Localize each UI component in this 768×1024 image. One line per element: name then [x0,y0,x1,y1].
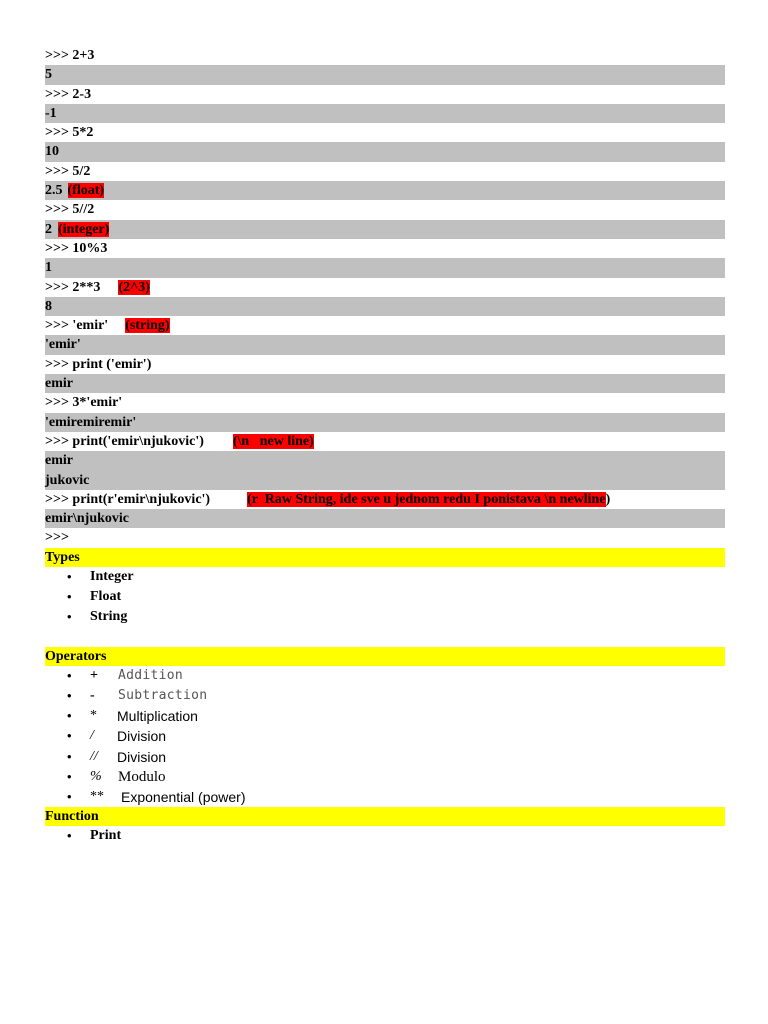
operator-description: Addition [118,667,184,683]
prompt-line [45,490,725,509]
list-item [45,726,725,746]
list-item [45,706,725,726]
list-item [45,567,725,587]
bullet-icon: • [67,569,72,585]
prompt-line: >>> [45,530,69,546]
list-item [45,747,725,767]
types-list [45,567,725,628]
prompt-line: >>> 2-3 [45,86,92,102]
type-label: Integer [90,569,134,585]
output-line: 1 [45,258,725,277]
bullet-icon: • [67,708,72,724]
type-label: Float [90,589,122,605]
annotation-highlight: (\n new line) [232,433,314,449]
annotation-highlight: (string) [125,318,170,334]
bullet-icon: • [67,667,72,683]
operator-description: Modulo [118,768,166,785]
bullet-icon: • [67,789,72,804]
list-item [45,666,725,686]
prompt-text: >>> print(r'emir\njukovic') [45,491,211,507]
operator-symbol: + [90,667,98,683]
output-line [45,181,725,200]
list-item [45,587,725,607]
operator-description: Division [117,748,167,765]
output-line: emir\njukovic [45,509,725,528]
output-line: jukovic [45,471,725,490]
function-list [45,826,725,846]
output-line: 10 [45,142,725,161]
operator-symbol: // [90,748,98,764]
output-line: emir [45,451,725,470]
prompt-line [45,432,725,451]
output-line: 'emiremiremir' [45,413,725,432]
output-text: 2 [45,221,52,237]
operator-symbol: / [90,728,94,744]
operator-symbol: % [90,768,102,784]
output-line: 8 [45,297,725,316]
annotation-highlight: (integer) [58,221,110,237]
prompt-line: >>> 2+3 [45,48,95,63]
function-heading: Function [45,807,725,826]
output-line: emir [45,374,725,393]
bullet-icon: • [67,728,72,744]
output-line: -1 [45,104,725,123]
bullet-icon: • [67,748,72,764]
prompt-line [45,316,725,335]
bullet-icon: • [67,828,72,844]
function-label: Print [90,828,122,844]
operator-symbol: - [90,688,95,704]
bullet-icon: • [67,609,72,625]
types-heading: Types [45,548,725,567]
prompt-line [45,278,725,297]
output-line: 'emir' [45,335,725,354]
bullet-icon: • [67,768,72,784]
document-page [45,46,725,847]
section-gap [45,628,725,647]
prompt-line: >>> 5//2 [45,202,95,218]
prompt-line: >>> 5/2 [45,163,91,179]
prompt-text: >>> 2**3 [45,279,101,295]
prompt-line: >>> 5*2 [45,125,94,141]
type-label: String [90,609,128,625]
prompt-line: >>> 3*'emir' [45,395,123,411]
output-text: 2.5 [45,183,63,199]
operators-heading: Operators [45,647,725,666]
annotation-highlight: (2^3) [118,279,150,295]
operator-description: Subtraction [118,688,208,704]
operator-symbol: ** [90,789,104,804]
operator-description: Exponential (power) [121,789,246,805]
bullet-icon: • [67,589,72,605]
annotation-close-paren: ) [605,491,611,507]
list-item [45,787,725,807]
output-line: 5 [45,65,725,84]
operator-symbol: * [90,708,97,724]
list-item [45,607,725,627]
operator-description: Multiplication [117,708,198,725]
prompt-text: >>> print('emir\njukovic') [45,433,204,449]
annotation-highlight: (float) [67,183,105,199]
prompt-line: >>> 10%3 [45,240,108,256]
list-item [45,826,725,846]
operator-description: Division [117,728,167,745]
annotation-highlight: (r Raw String, ide sve u jednom redu I ponistava \n newline [247,491,606,507]
output-line [45,220,725,239]
list-item [45,767,725,787]
operators-list [45,666,725,807]
list-item [45,686,725,706]
bullet-icon: • [67,688,72,704]
prompt-line: >>> print ('emir') [45,356,152,372]
prompt-text: >>> 'emir' [45,318,109,334]
